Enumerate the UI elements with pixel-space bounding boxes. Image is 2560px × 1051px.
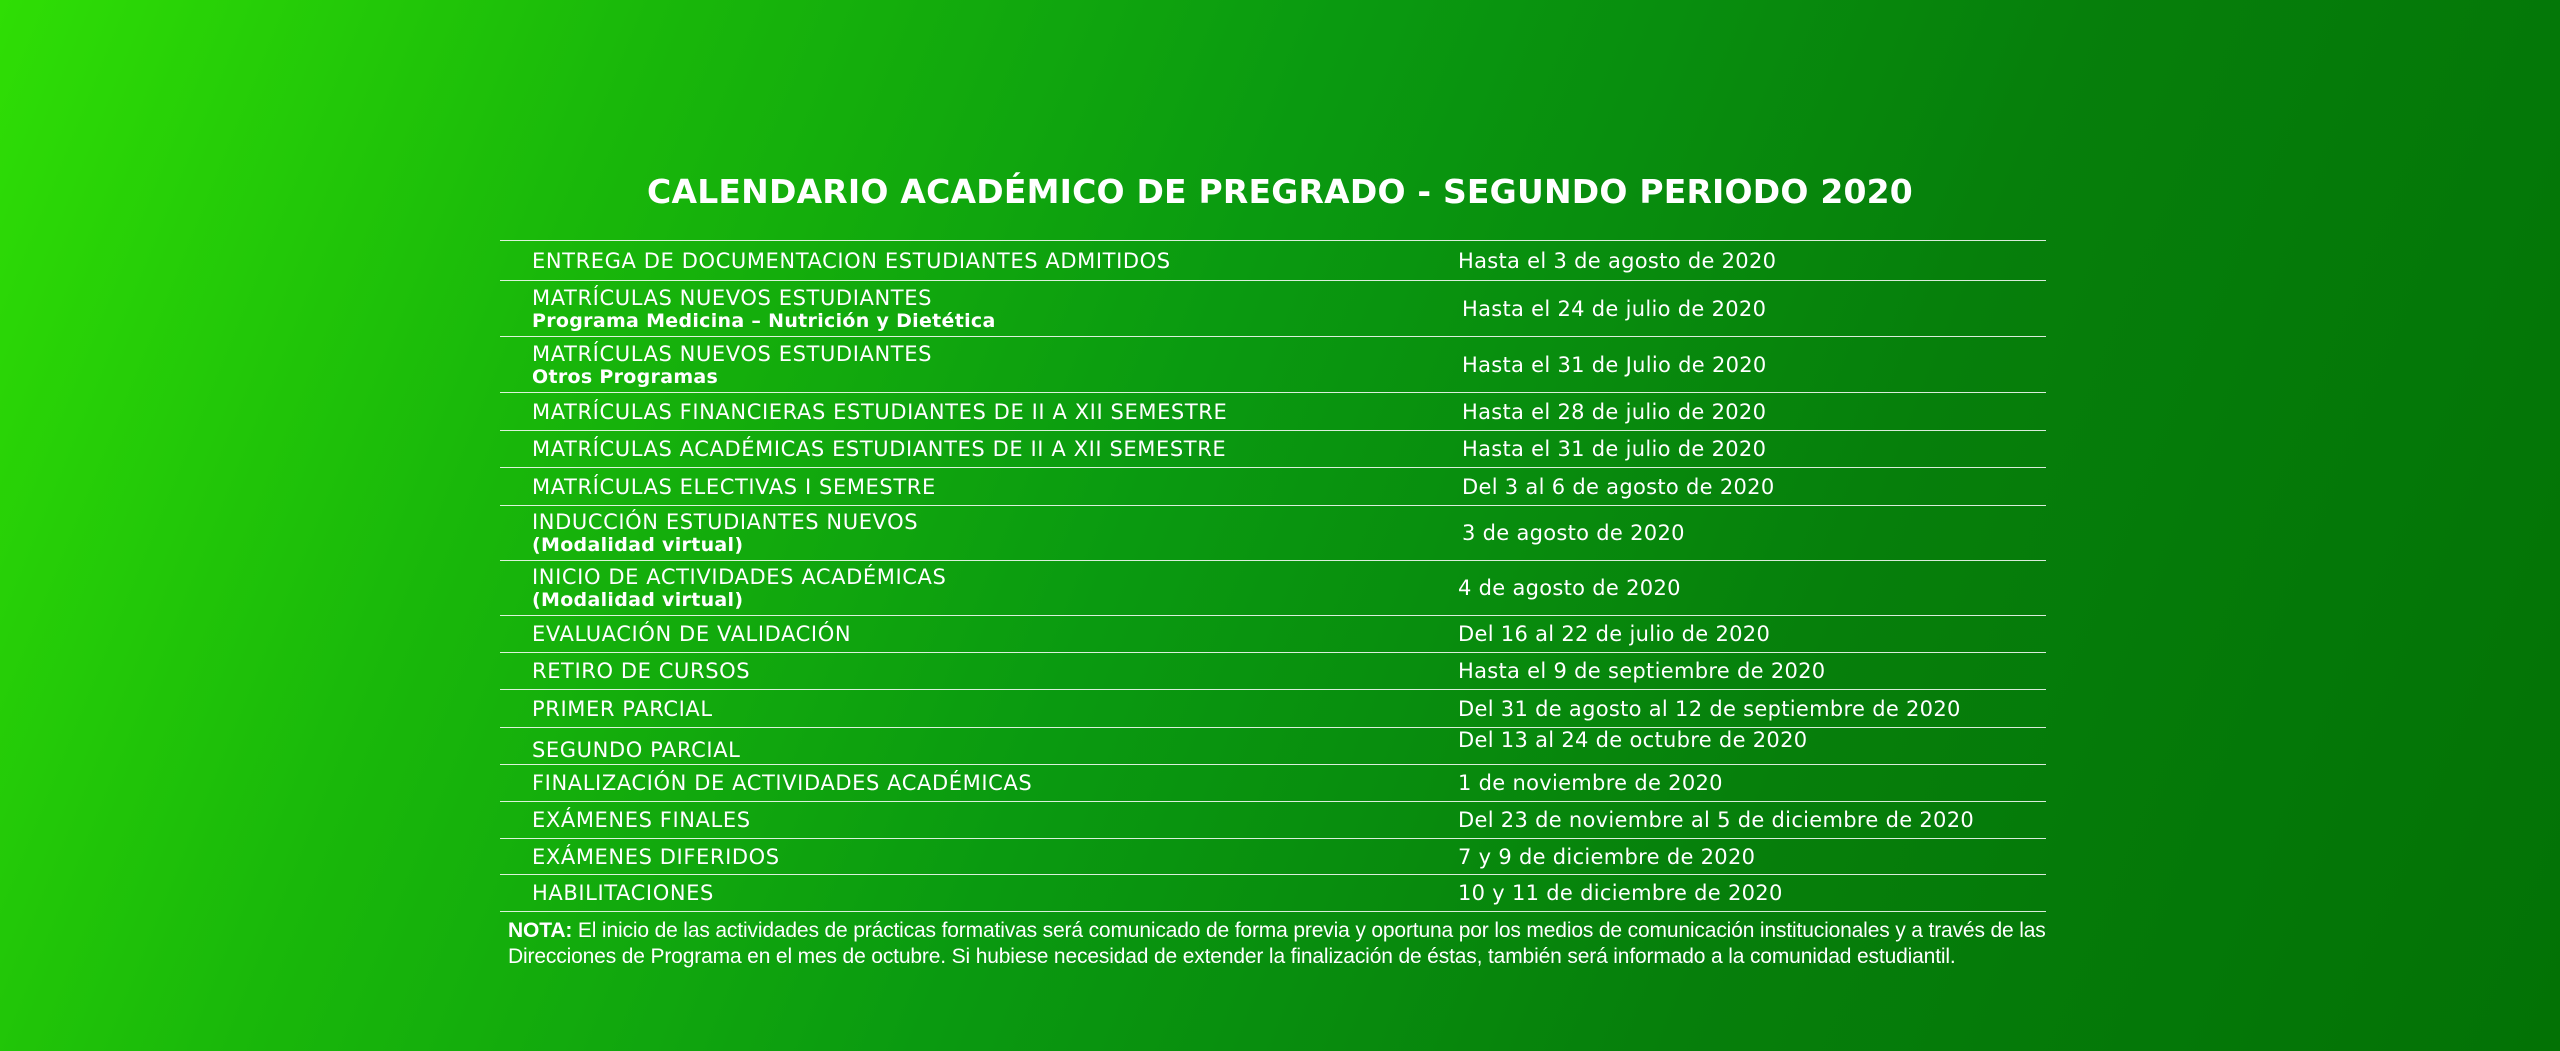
event-cell — [532, 839, 780, 874]
event-label: MATRÍCULAS ELECTIVAS I SEMESTRE — [532, 474, 936, 499]
date-cell — [1462, 393, 1766, 430]
event-label: FINALIZACIÓN DE ACTIVIDADES ACADÉMICAS — [532, 771, 1033, 795]
table-row — [500, 727, 2046, 764]
date-cell — [1462, 506, 1685, 560]
event-label: EVALUACIÓN DE VALIDACIÓN — [532, 622, 852, 646]
table-row — [500, 689, 2046, 727]
table-row — [500, 467, 2046, 505]
event-date: Del 16 al 22 de julio de 2020 — [1458, 622, 1771, 646]
date-cell — [1462, 281, 1766, 336]
table-row — [500, 505, 2046, 560]
event-date: 3 de agosto de 2020 — [1462, 521, 1685, 545]
date-cell — [1462, 337, 1767, 392]
event-cell — [532, 802, 751, 838]
event-date: Del 23 de noviembre al 5 de diciembre de 2020 — [1458, 808, 1975, 832]
date-cell — [1458, 802, 1974, 838]
event-date: Del 13 al 24 de octubre de 2020 — [1458, 728, 1808, 752]
date-cell — [1458, 839, 1755, 874]
event-cell — [532, 561, 946, 615]
page-title: CALENDARIO ACADÉMICO DE PREGRADO - SEGUNDO PERIODO 2020 — [647, 172, 1913, 211]
date-cell — [1458, 561, 1681, 615]
event-cell — [532, 690, 713, 727]
event-cell — [532, 393, 1227, 430]
event-date: Del 31 de agosto al 12 de septiembre de 2020 — [1458, 696, 1961, 721]
event-date: Hasta el 3 de agosto de 2020 — [1458, 248, 1777, 273]
table-row — [500, 240, 2046, 280]
event-label: EXÁMENES FINALES — [532, 808, 751, 832]
event-cell — [532, 281, 996, 336]
table-row — [500, 652, 2046, 689]
event-date: 10 y 11 de diciembre de 2020 — [1458, 881, 1783, 905]
event-date: 4 de agosto de 2020 — [1458, 576, 1681, 600]
event-cell — [532, 875, 714, 911]
event-date: Hasta el 31 de julio de 2020 — [1462, 437, 1767, 461]
date-cell — [1458, 875, 1783, 911]
event-sublabel: Otros Programas — [532, 365, 719, 388]
event-cell — [532, 241, 1171, 280]
event-label: EXÁMENES DIFERIDOS — [532, 844, 780, 869]
event-label: RETIRO DE CURSOS — [532, 659, 751, 683]
event-date: Hasta el 24 de julio de 2020 — [1462, 296, 1767, 321]
event-cell — [532, 653, 750, 689]
event-date: Hasta el 9 de septiembre de 2020 — [1458, 659, 1826, 683]
event-date: 1 de noviembre de 2020 — [1458, 771, 1723, 795]
table-row — [500, 615, 2046, 652]
table-row — [500, 801, 2046, 838]
event-label: PRIMER PARCIAL — [532, 696, 713, 721]
event-date: Hasta el 31 de Julio de 2020 — [1462, 352, 1767, 377]
date-cell — [1462, 468, 1775, 505]
table-row — [500, 838, 2046, 874]
date-cell — [1458, 722, 1807, 758]
event-label: SEGUNDO PARCIAL — [532, 738, 741, 762]
event-cell — [532, 765, 1032, 801]
footnote — [508, 918, 2068, 970]
table-row — [500, 764, 2046, 801]
date-cell — [1458, 653, 1825, 689]
event-label: HABILITACIONES — [532, 881, 714, 905]
event-date: Hasta el 28 de julio de 2020 — [1462, 399, 1767, 424]
event-cell — [532, 468, 936, 505]
event-sublabel: (Modalidad virtual) — [532, 534, 744, 556]
event-sublabel: (Modalidad virtual) — [532, 589, 744, 611]
date-cell — [1458, 765, 1723, 801]
event-cell — [532, 732, 740, 768]
event-label: MATRÍCULAS NUEVOS ESTUDIANTES — [532, 341, 932, 366]
note-label: NOTA: — [508, 919, 573, 942]
table-row — [500, 280, 2046, 336]
event-cell — [532, 616, 851, 652]
table-row — [500, 392, 2046, 430]
event-label: MATRÍCULAS ACADÉMICAS ESTUDIANTES DE II A XII SEMESTRE — [532, 437, 1227, 461]
event-sublabel: Programa Medicina – Nutrición y Dietética — [532, 309, 996, 332]
event-label: ENTREGA DE DOCUMENTACION ESTUDIANTES ADMITIDOS — [532, 248, 1171, 273]
event-label: MATRÍCULAS FINANCIERAS ESTUDIANTES DE II A XII SEMESTRE — [532, 399, 1228, 424]
date-cell — [1458, 616, 1770, 652]
date-cell — [1462, 431, 1766, 467]
event-cell — [532, 506, 918, 560]
table-row — [500, 336, 2046, 392]
date-cell — [1458, 241, 1776, 280]
event-date: Del 3 al 6 de agosto de 2020 — [1462, 474, 1775, 499]
table-row — [500, 560, 2046, 615]
event-label: MATRÍCULAS NUEVOS ESTUDIANTES — [532, 285, 932, 310]
event-cell — [532, 337, 932, 392]
table-row — [500, 874, 2046, 911]
event-cell — [532, 431, 1226, 467]
note-text: El inicio de las actividades de prácticas formativas será comunicado de forma previa y oportuna por los medios de comunicación institucionales y a través de las Direcciones de Programa en el mes de octubre. Si hubiese necesidad de extender la finalización de éstas, también será informado a la comunidad estudiantil. — [508, 919, 2046, 968]
event-label: INDUCCIÓN ESTUDIANTES NUEVOS — [532, 510, 919, 534]
event-date: 7 y 9 de diciembre de 2020 — [1458, 844, 1756, 869]
event-label: INICIO DE ACTIVIDADES ACADÉMICAS — [532, 565, 947, 589]
table-row — [500, 430, 2046, 467]
table-bottom-divider — [500, 911, 2046, 912]
